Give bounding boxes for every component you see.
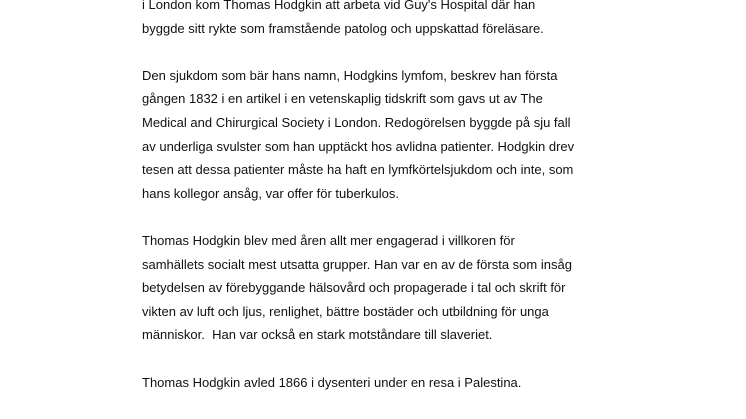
text-line: människor. Han var också en stark motståndare till slaveriet. xyxy=(142,327,493,343)
text-line: Thomas Hodgkin blev med åren allt mer engagerad i villkoren för xyxy=(142,232,515,248)
text-line: Den sjukdom som bär hans namn, Hodgkins lymfom, beskrev han första xyxy=(142,67,558,83)
paragraph-gap xyxy=(142,205,622,229)
paragraph-career xyxy=(142,0,622,40)
paragraph-gap xyxy=(142,40,622,64)
text-line: byggde sitt rykte som framstående patolog och uppskattad föreläsare. xyxy=(142,20,544,36)
paragraph-gap xyxy=(142,347,622,371)
text-line: samhällets socialt mest utsatta grupper. Han var en av de första som insåg xyxy=(142,256,572,272)
paragraph-lymphoma xyxy=(142,64,622,206)
text-line: Medical and Chirurgical Society i London. Redogörelsen byggde på sju fall xyxy=(142,114,571,130)
article-text xyxy=(142,0,622,394)
paragraph-death xyxy=(142,371,622,395)
text-line: i London kom Thomas Hodgkin att arbeta vid Guy's Hospital där han xyxy=(142,0,536,12)
text-line: tesen att dessa patienter måste ha haft en lymfkörtelsjukdom och inte, som xyxy=(142,162,574,178)
text-line: vikten av luft och ljus, renlighet, bättre bostäder och utbildning för unga xyxy=(142,303,549,319)
text-line: gången 1832 i en artikel i en vetenskaplig tidskrift som gavs ut av The xyxy=(142,91,543,107)
paragraph-social-engagement xyxy=(142,229,622,347)
text-line: Thomas Hodgkin avled 1866 i dysenteri under en resa i Palestina. xyxy=(142,374,522,390)
text-line: betydelsen av förebyggande hälsovård och propagerade i tal och skrift för xyxy=(142,280,566,296)
text-line: hans kollegor ansåg, var offer för tuberkulos. xyxy=(142,185,400,201)
text-line: av underliga svulster som han upptäckt hos avlidna patienter. Hodgkin drev xyxy=(142,138,575,154)
